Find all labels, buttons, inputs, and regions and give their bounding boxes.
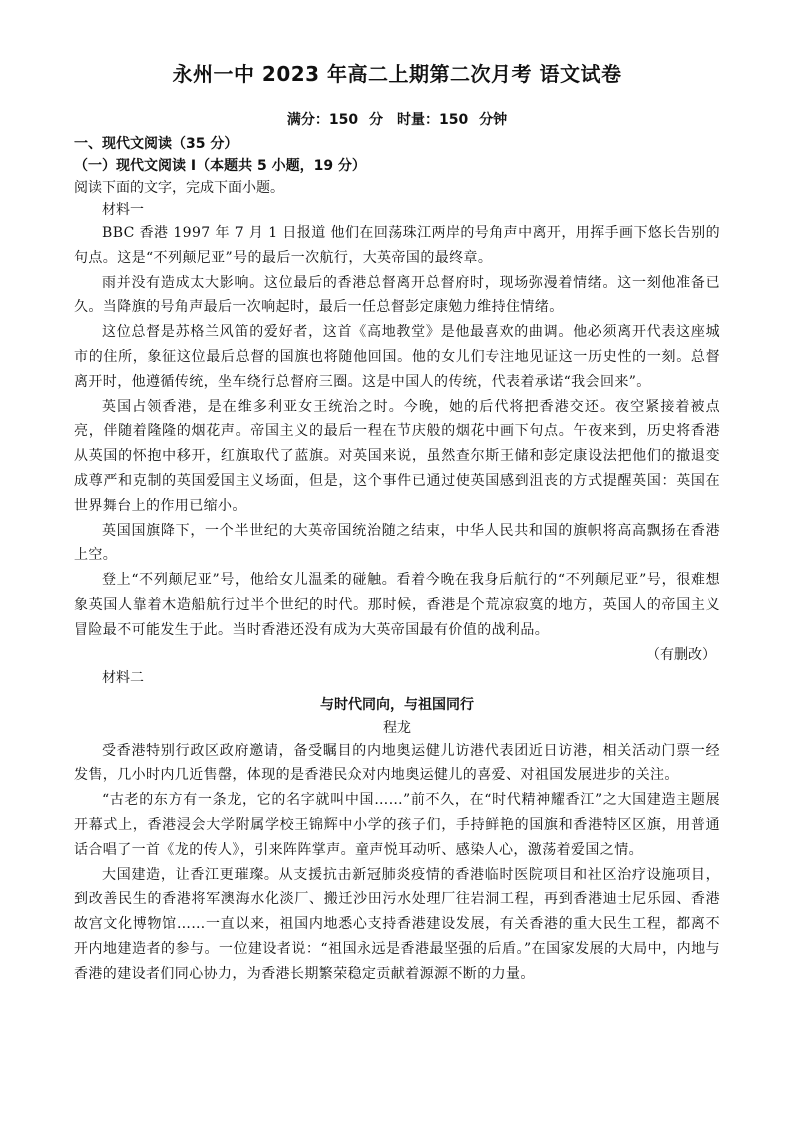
exam-title: 永州一中 2023 年高二上期第二次月考 语文试卷: [172, 62, 622, 86]
section-heading: 一、现代文阅读（35 分）: [74, 136, 239, 152]
material2-paragraph: “古老的东方有一条龙，它的名字就叫中国……”前不久，在“时代精神耀香江”之大国建造主题展开幕式上，香港浸会大学附属学校王锦辉中小学的孩子们，手持鲜艳的国旗和香港特区区旗，用普通话合唱了一首《龙的传人》，引来阵阵掌声。童声悦耳动听、感染人心，激荡着爱国之情。: [74, 792, 720, 858]
material1-paragraph: 登上“不列颠尼亚”号，他给女儿温柔的碰触。看着今晚在我身后航行的“不列颠尼亚”号，很难想象英国人靠着木造船航行过半个世纪的时代。那时候，香港是个荒凉寂寞的地方，英国人的帝国主义冒险最不可能发生于此。当时香港还没有成为大英帝国最有价值的战利品。: [74, 572, 720, 638]
material1-paragraph: 这位总督是苏格兰风笛的爱好者，这首《高地教堂》是他最喜欢的曲调。他必须离开代表这座城市的住所，象征这位最后总督的国旗也将随他回国。他的女儿们专注地见证这一历史性的一刻。总督离开时，他遵循传统，坐车绕行总督府三圈。这是中国人的传统，代表着承诺“我会回来”。: [74, 324, 720, 390]
material-label: 材料二: [102, 669, 144, 686]
article-title: 与时代同向，与祖国同行: [320, 696, 474, 713]
source-note: （有删改）: [646, 646, 716, 663]
article-author: 程龙: [383, 719, 411, 736]
material-label: 材料一: [102, 202, 144, 218]
material1-paragraph: 雨并没有造成太大影响。这位最后的香港总督离开总督府时，现场弥漫着情绪。这一刻他准备已久。当降旗的号角声最后一次响起时，最后一任总督彭定康勉力维持住情绪。: [74, 274, 720, 316]
material2-paragraph: 受香港特别行政区政府邀请，备受瞩目的内地奥运健儿访港代表团近日访港，相关活动门票一经发售，几小时内几近售罄，体现的是香港民众对内地奥运健儿的喜爱、对祖国发展进步的关注。: [74, 742, 720, 784]
material1-paragraph: 英国占领香港，是在维多利亚女王统治之时。今晚，她的后代将把香港交还。夜空紧接着被点亮，伴随着隆隆的烟花声。帝国主义的最后一程在节庆般的烟花中画下句点。午夜来到，历史将香港从英国的怀抱中移开，红旗取代了蓝旗。对英国来说，虽然查尔斯王储和彭定康设法把他们的撤退变成尊严和克制的英国爱国主义场面，但是，这个事件已通过使英国感到沮丧的方式提醒英国：英国在世界舞台上的作用已缩小。: [74, 398, 720, 514]
instruction-text: 阅读下面的文字，完成下面小题。: [74, 180, 284, 196]
material1-paragraph: BBC 香港 1997 年 7 月 1 日报道 他们在回荡珠江两岸的号角声中离开，用挥手画下悠长告别的句点。这是“不列颠尼亚”号的最后一次航行，大英帝国的最终章。: [74, 225, 720, 266]
exam-meta: 满分：150 分 时量：150 分钟: [286, 112, 508, 128]
material2-paragraph: 大国建造，让香江更璀璨。从支援抗击新冠肺炎疫情的香港临时医院项目和社区治疗设施项目，到改善民生的香港将军澳海水化淡厂、搬迁沙田污水处理厂往岩洞工程，再到香港迪士尼乐园、香港故宫文化博物馆……一直以来，祖国内地悉心支持香港建设发展，有关香港的重大民生工程，都离不开内地建造者的参与。一位建设者说：“祖国永远是香港最坚强的后盾。”在国家发展的大局中，内地与香港的建设者们同心协力，为香港长期繁荣稳定贡献着源源不断的力量。: [74, 866, 720, 982]
material1-paragraph: 英国国旗降下，一个半世纪的大英帝国统治随之结束，中华人民共和国的旗帜将高高飘扬在香港上空。: [74, 522, 720, 564]
subsection-heading: （一）现代文阅读 I（本题共 5 小题，19 分）: [74, 158, 366, 174]
